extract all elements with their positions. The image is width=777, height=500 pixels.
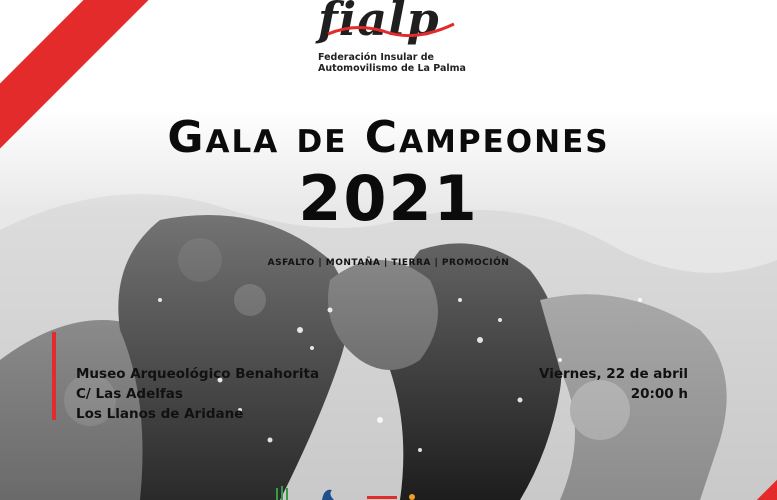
venue-street: C/ Las Adelfas xyxy=(76,386,183,402)
schedule-block xyxy=(539,364,688,404)
sponsor-logos xyxy=(272,484,442,500)
venue-name: Museo Arqueológico Benahorita xyxy=(76,366,320,382)
sponsor-logo-partner xyxy=(367,494,415,500)
fialp-logo xyxy=(318,0,468,78)
logo-wordmark: fialp xyxy=(318,0,440,46)
sponsor-logo-cabildo xyxy=(276,486,288,500)
logo-swoosh-icon xyxy=(326,18,456,42)
logo-subtitle-line2: Automovilismo de La Palma xyxy=(318,63,466,74)
event-year: 2021 xyxy=(298,162,479,235)
venue-block xyxy=(76,364,319,424)
venue-town: Los Llanos de Aridane xyxy=(76,406,244,422)
logo-subtitle-line1: Federación Insular de xyxy=(318,52,434,63)
event-categories: ASFALTO | MONTAÑA | TIERRA | PROMOCIÓN xyxy=(267,258,510,268)
event-time: 20:00 h xyxy=(630,386,688,402)
event-title: Gala de Campeones xyxy=(167,112,610,163)
accent-bar xyxy=(52,332,56,420)
logo-subtitle xyxy=(318,52,466,74)
event-date: Viernes, 22 de abril xyxy=(539,366,688,382)
sponsor-logo-ayuntamiento xyxy=(322,490,334,500)
